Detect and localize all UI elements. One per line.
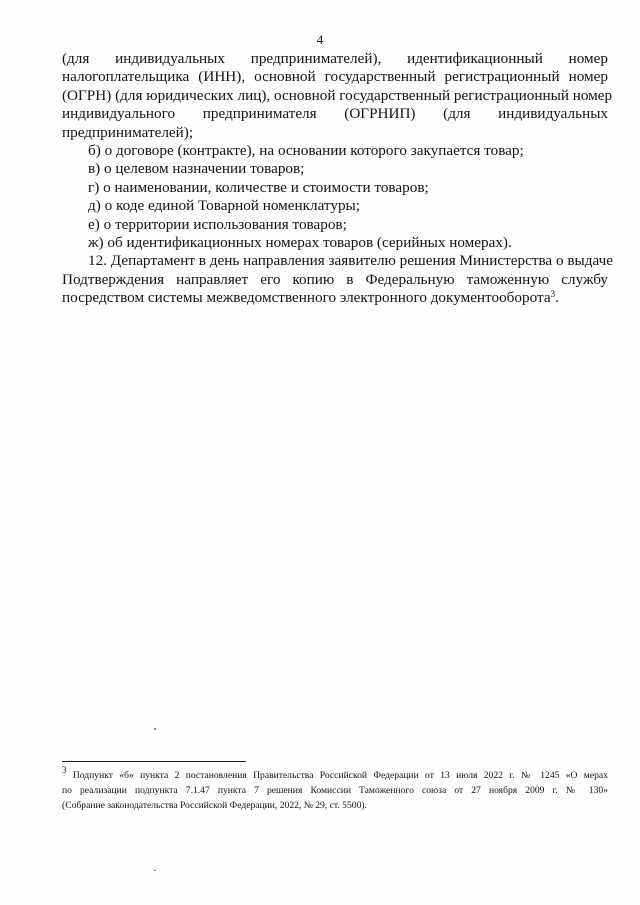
page-number: 4: [316, 32, 324, 47]
list-item-v: в) о целевом назначении товаров;: [88, 160, 305, 178]
list-item-zh: ж) об идентификационных номерах товаров (серийных номерах).: [88, 234, 512, 252]
scan-speck: [154, 728, 156, 730]
footnote-marker: 3: [62, 765, 67, 775]
document-body: [62, 50, 613, 308]
paragraph-12-line: Подтверждения направляет его копию в Федеральную таможенную службу: [62, 270, 608, 288]
list-item-g: г) о наименовании, количестве и стоимости товаров;: [88, 178, 429, 196]
list-item-e: е) о территории использования товаров;: [88, 215, 347, 233]
body-line: (ОГРН) (для юридических лиц), основной государственный регистрационный номер: [62, 86, 613, 104]
footnote-line: (Собрание законодательства Российской Федерации, 2022, № 29, ст. 5500).: [62, 800, 367, 811]
body-line: (для индивидуальных предпринимателей), идентификационный номер: [62, 50, 608, 67]
body-line: предпринимателей);: [62, 123, 194, 141]
paragraph-12-period: .: [555, 289, 559, 307]
body-line: налогоплательщика (ИНН), основной государственный регистрационный номер: [62, 68, 608, 86]
footnote-reference[interactable]: 3: [550, 289, 556, 300]
paragraph-12-line: [62, 289, 608, 307]
footnote-line: по реализации подпункта 7.1.47 пункта 7 решения Комиссии Таможенного союза от 27 ноября 2009 г. № 130»: [62, 785, 608, 796]
footnote: [62, 765, 608, 813]
scan-speck: [154, 870, 156, 871]
footnote-line: [62, 765, 608, 783]
list-item-b: б) о договоре (контракте), на основании которого закупается товар;: [88, 142, 524, 160]
footnote-separator: [62, 761, 246, 762]
paragraph-12-text: посредством системы межведомственного электронного документооборота: [62, 289, 551, 307]
footnote-text: Подпункт «б» пункта 2 постановления Правительства Российской Федерации от 13 июля 2022 г. № 1245 «О мерах: [72, 770, 608, 781]
body-line: индивидуального предпринимателя (ОГРНИП) (для индивидуальных: [62, 105, 608, 123]
list-item-d: д) о коде единой Товарной номенклатуры;: [88, 197, 360, 215]
paragraph-12-line: 12. Департамент в день направления заявителю решения Министерства о выдаче: [88, 252, 613, 270]
